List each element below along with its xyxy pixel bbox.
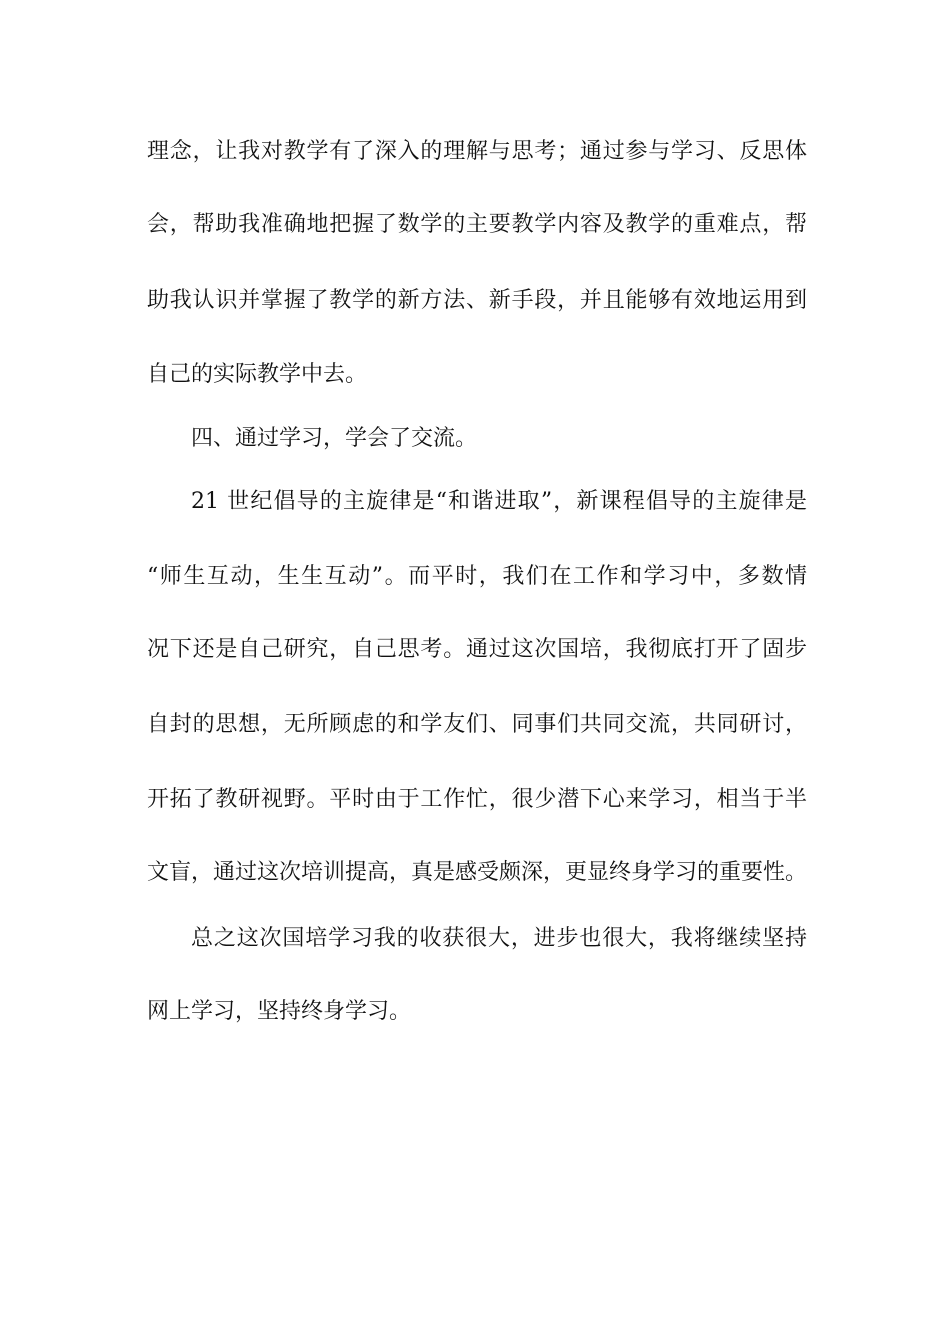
body-text-line: 开拓了教研视野。平时由于工作忙，很少潜下心来学习，相当于半 (147, 787, 807, 812)
section-heading: 四、通过学习，学会了交流。 (191, 426, 478, 451)
body-text-line: 网上学习，坚持终身学习。 (147, 999, 412, 1024)
body-text-line: 助我认识并掌握了教学的新方法、新手段，并且能够有效地运用到 (147, 288, 807, 313)
body-text-line: 会，帮助我准确地把握了数学的主要教学内容及教学的重难点，帮 (147, 212, 807, 237)
body-text-line: 自封的思想，无所顾虑的和学友们、同事们共同交流，共同研讨， (147, 712, 807, 737)
body-text-line: 理念，让我对教学有了深入的理解与思考；通过参与学习、反思体 (147, 139, 807, 164)
body-text-line: 文盲，通过这次培训提高，真是感受颇深，更显终身学习的重要性。 (147, 860, 808, 885)
body-text-line: 况下还是自己研究，自己思考。通过这次国培，我彻底打开了固步 (147, 637, 807, 662)
body-text-line: 21 世纪倡导的主旋律是“和谐进取”，新课程倡导的主旋律是 (191, 489, 807, 514)
body-text-line: 自己的实际教学中去。 (147, 362, 368, 387)
body-text-line: “师生互动，生生互动”。而平时，我们在工作和学习中，多数情 (147, 564, 807, 589)
body-text-line: 总之这次国培学习我的收获很大，进步也很大，我将继续坚持 (191, 926, 807, 951)
